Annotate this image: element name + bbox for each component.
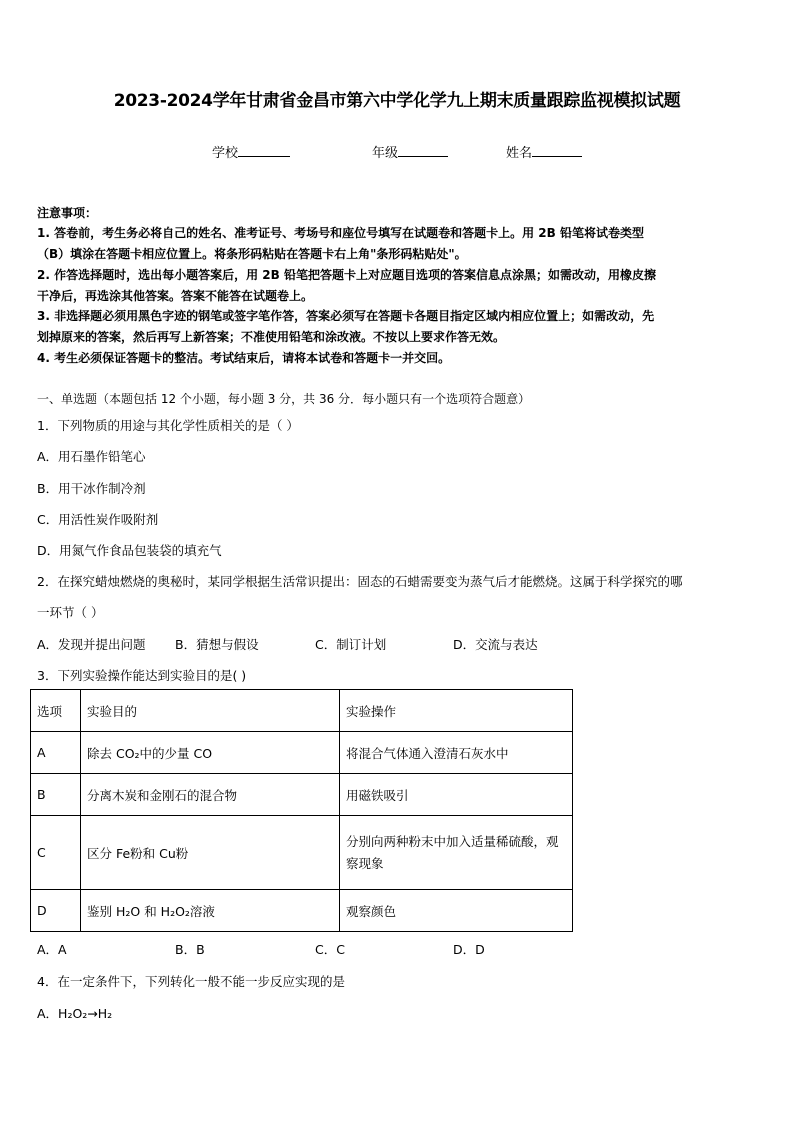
question-4-stem: 4．在一定条件下，下列转化一般不能一步反应实现的是	[37, 974, 345, 989]
question-1-option-a: A．用石墨作铅笔心	[37, 449, 146, 464]
notice-line: 2. 作答选择题时，选出每小题答案后，用 2B 铅笔把答题卡上对应题目选项的答案信息点涂黑；如需改动，用橡皮擦	[37, 268, 656, 282]
school-blank	[238, 144, 290, 157]
question-3-option-a: A．A	[37, 942, 67, 957]
grade-field	[372, 142, 448, 161]
question-2-option-a: A．发现并提出问题	[37, 637, 146, 652]
grade-blank	[398, 144, 448, 157]
experiment-table	[30, 689, 573, 932]
table-row	[31, 816, 573, 890]
table-header-cell: 实验目的	[81, 690, 340, 732]
notice-line: 划掉原来的答案，然后再写上新答案；不准使用铅笔和涂改液。不按以上要求作答无效。	[37, 330, 506, 344]
table-row	[31, 774, 573, 816]
table-cell-purpose: 除去 CO₂中的少量 CO	[81, 732, 340, 774]
table-cell-option: A	[31, 732, 81, 774]
question-1-stem: 1．下列物质的用途与其化学性质相关的是（ ）	[37, 418, 299, 433]
table-row	[31, 890, 573, 932]
notice-heading: 注意事项：	[37, 206, 98, 220]
notice-line: 干净后，再选涂其他答案。答案不能答在试题卷上。	[37, 289, 314, 303]
question-2-stem-cont: 一环节（ ）	[37, 605, 104, 620]
name-label: 姓名	[506, 146, 533, 161]
school-field	[212, 142, 290, 161]
table-header-cell: 实验操作	[340, 690, 573, 732]
question-2-option-d: D．交流与表达	[453, 637, 538, 652]
question-3-option-d: D．D	[453, 942, 485, 957]
table-cell-operation: 将混合气体通入澄清石灰水中	[340, 732, 573, 774]
question-3-stem: 3．下列实验操作能达到实验目的是( )	[37, 668, 247, 683]
table-cell-operation: 观察颜色	[340, 890, 573, 932]
table-cell-purpose: 鉴别 H₂O 和 H₂O₂溶液	[81, 890, 340, 932]
table-cell-operation: 分别向两种粉末中加入适量稀硫酸，观察现象	[340, 816, 573, 890]
section-heading: 一、单选题（本题包括 12 个小题，每小题 3 分，共 36 分．每小题只有一个选项符合题意）	[37, 392, 531, 406]
notice-line: 4. 考生必须保证答题卡的整洁。考试结束后，请将本试卷和答题卡一并交回。	[37, 351, 451, 365]
name-field	[506, 142, 582, 161]
table-cell-purpose: 分离木炭和金刚石的混合物	[81, 774, 340, 816]
table-cell-purpose: 区分 Fe粉和 Cu粉	[81, 816, 340, 890]
question-3-option-c: C．C	[315, 942, 345, 957]
table-cell-option: B	[31, 774, 81, 816]
question-3-option-b: B．B	[175, 942, 205, 957]
grade-label: 年级	[372, 146, 399, 161]
question-1-option-c: C．用活性炭作吸附剂	[37, 512, 159, 527]
question-2-stem: 2．在探究蜡烛燃烧的奥秘时，某同学根据生活常识提出：固态的石蜡需要变为蒸气后才能燃烧。这属于科学探究的哪	[37, 574, 683, 589]
notice-line: 3. 非选择题必须用黑色字迹的钢笔或签字笔作答，答案必须写在答题卡各题目指定区域内相应位置上；如需改动，先	[37, 309, 655, 323]
page-title: 2023-2024学年甘肃省金昌市第六中学化学九上期末质量跟踪监视模拟试题	[113, 91, 681, 111]
question-1-option-d: D．用氮气作食品包装袋的填充气	[37, 543, 222, 558]
school-label: 学校	[212, 146, 239, 161]
question-4-option-a: A．H₂O₂→H₂	[37, 1006, 113, 1021]
name-blank	[532, 144, 582, 157]
table-cell-option: D	[31, 890, 81, 932]
table-cell-operation: 用磁铁吸引	[340, 774, 573, 816]
notice-line: （B）填涂在答题卡相应位置上。将条形码粘贴在答题卡右上角"条形码粘贴处"。	[37, 247, 467, 261]
notice-line: 1. 答卷前，考生务必将自己的姓名、准考证号、考场号和座位号填写在试题卷和答题卡上。用 2B 铅笔将试卷类型	[37, 226, 644, 240]
table-cell-option: C	[31, 816, 81, 890]
question-2-option-c: C．制订计划	[315, 637, 387, 652]
question-1-option-b: B．用干冰作制冷剂	[37, 481, 146, 496]
table-row	[31, 732, 573, 774]
question-2-option-b: B．猜想与假设	[175, 637, 259, 652]
table-header-cell: 选项	[31, 690, 81, 732]
table-header-row	[31, 690, 573, 732]
